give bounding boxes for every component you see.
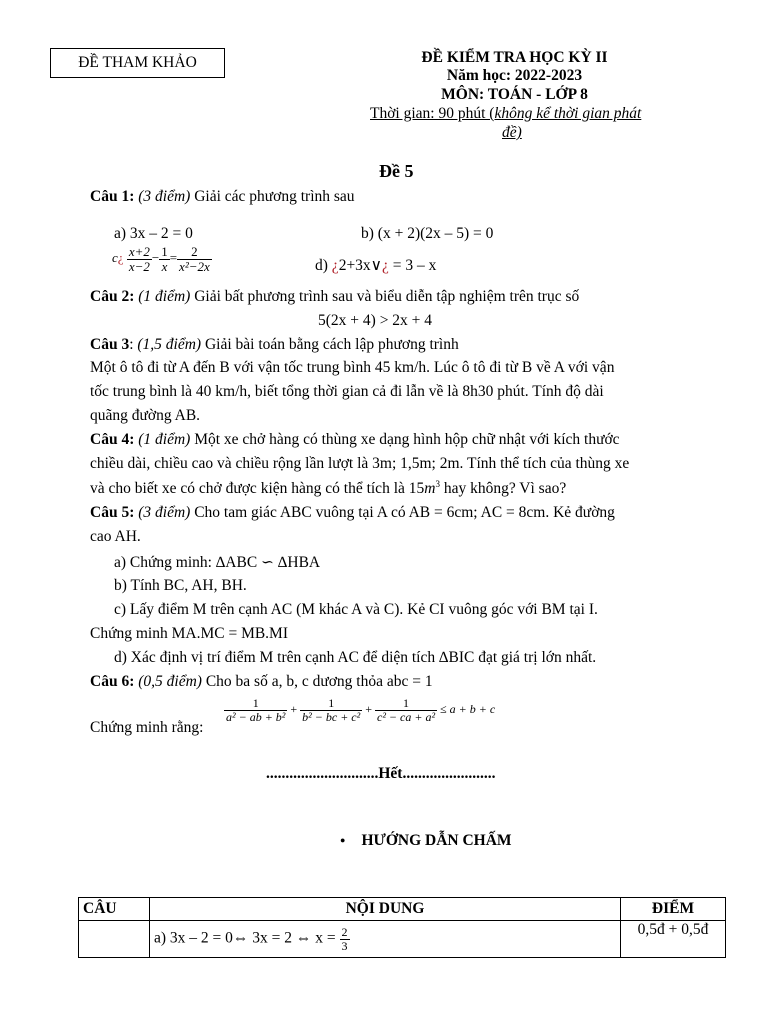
header-cau: CÂU (79, 898, 150, 921)
exam-number: Đề 5 (379, 161, 414, 181)
row1-equiv-arrow-2: ⇔ (295, 929, 312, 947)
q6-f1-num: 1 (252, 696, 259, 710)
grading-guide-title-text: HƯỚNG DẪN CHẤM (361, 832, 512, 849)
q1-heading (90, 188, 355, 206)
grading-table (78, 897, 726, 958)
time-prefix: Thời gian: 90 phút ( (370, 105, 495, 122)
q1d-garble-2: ¿ (382, 257, 389, 274)
q4-unit-exponent: 3 (435, 479, 440, 489)
q3-line-1: Một ô tô đi từ A đến B với vận tốc trung bình 45 km/h. Lúc ô tô đi từ B về A với vận (90, 359, 615, 376)
header-diem: ĐIỂM (621, 898, 726, 921)
q6-prove-label: Chứng minh rằng: (90, 719, 204, 736)
q3-line-2: tốc trung bình là 40 km/h, biết tổng thời gian cả đi lẫn về là 8h30 phút. Tính độ dài (90, 383, 604, 400)
q1c-f3-den: x²−2x (179, 258, 210, 274)
school-year: Năm học: 2022-2023 (446, 67, 583, 84)
q1d-garble-1: ¿ (331, 257, 339, 274)
subject-line: MÔN: TOÁN - LỚP 8 (441, 86, 588, 103)
q6-text: Cho ba số a, b, c dương thỏa abc = 1 (205, 673, 433, 690)
row1-num: 2 (341, 924, 348, 939)
q1d-mid: 2+3x∨ (338, 257, 383, 274)
q3-line-3: quãng đường AB. (90, 407, 201, 424)
q1-part-b: b) (x + 2)(2x – 5) = 0 (361, 225, 494, 242)
q1c-minus: − (151, 250, 160, 266)
header-noi-dung: NỘI DUNG (150, 898, 621, 921)
q4-line-1: Một xe chở hàng có thùng xe dạng hình hộp chữ nhật với kích thước (194, 431, 620, 448)
q1c-prefix: c (112, 250, 118, 266)
q5-line-1: Cho tam giác ABC vuông tại A có AB = 6cm; AC = 8cm. Kẻ đường (194, 504, 615, 521)
q3-points: (1,5 điểm) (137, 336, 202, 353)
q5-label: Câu 5: (90, 504, 135, 521)
q1-part-d (315, 256, 436, 275)
row1-fraction (340, 926, 350, 952)
q5-part-d: d) Xác định vị trí điểm M trên cạnh AC để diện tích ∆BIC đạt giá trị lớn nhất. (114, 649, 597, 666)
row1-equiv-arrow: ⇔ (232, 929, 249, 947)
grading-table-header (79, 898, 726, 921)
q1-points: (3 điểm) (138, 188, 191, 205)
reference-exam-label: ĐỀ THAM KHẢO (50, 48, 225, 78)
q1-part-c (112, 245, 212, 273)
time-line (370, 105, 641, 123)
q2-heading (90, 288, 579, 306)
grading-guide-title (340, 832, 512, 850)
row1-den: 3 (341, 938, 348, 953)
q3-text: Giải bài toán bằng cách lập phương trình (204, 336, 459, 353)
q6-heading (90, 673, 433, 691)
q1c-f1-num: x+2 (128, 244, 150, 259)
row1-points: 0,5đ + 0,5đ (621, 921, 726, 958)
q4-line-3b: hay không? Vì sao? (439, 480, 567, 498)
q5-part-c-line-1: c) Lấy điểm M trên cạnh AC (M khác A và C). Kẻ CI vuông góc với BM tại I. (114, 601, 598, 618)
q1c-fraction-3 (177, 245, 212, 273)
q4-line-3a: và cho biết xe có chở được kiện hàng có thể tích là 15 (90, 480, 425, 498)
end-line: .............................Hết........................ (266, 765, 496, 782)
q5-part-a: a) Chứng minh: ∆ABC ∽ ∆HBA (114, 554, 321, 571)
q1c-fraction-2 (159, 245, 170, 273)
q6-label: Câu 6: (90, 673, 135, 690)
q4-line-2: chiều dài, chiều cao và chiều rộng lần lượt là 3m; 1,5m; 2m. Tính thể tích của thùng xe (90, 455, 630, 472)
q1c-f3-num: 2 (191, 244, 198, 259)
q1c-f1-den: x−2 (128, 258, 150, 274)
q1d-rest: = 3 – x (392, 257, 437, 274)
q2-points: (1 điểm) (138, 288, 191, 305)
row1-x: x = (315, 929, 336, 947)
q1c-equals: = (169, 250, 178, 266)
q6-fraction-1 (224, 697, 287, 723)
row1-mid: 3x = 2 (252, 929, 293, 947)
row1-cau (79, 921, 150, 958)
q1-part-a: a) 3x – 2 = 0 (114, 225, 193, 242)
q1c-f2-den: x (159, 259, 170, 274)
q5-part-c-line-2: Chứng minh MA.MC = MB.MI (90, 625, 289, 642)
q4-points: (1 điểm) (138, 431, 191, 448)
q1-label: Câu 1: (90, 188, 135, 205)
q1c-f2-num: 1 (161, 244, 168, 259)
table-row (79, 921, 726, 958)
q6-f3-num: 1 (403, 696, 410, 710)
q6-plus-1: + (290, 701, 298, 716)
q1c-garble: ¿ (117, 250, 124, 266)
q6-plus-2: + (365, 701, 372, 716)
q6-fraction-3 (375, 697, 437, 723)
q2-expression: 5(2x + 4) > 2x + 4 (318, 312, 433, 329)
q1d-prefix: d) (315, 257, 328, 274)
q3-label: Câu 3 (90, 336, 130, 353)
q4-unit: m (424, 480, 436, 498)
q5-points: (3 điểm) (138, 504, 191, 521)
q6-points: (0,5 điểm) (138, 673, 202, 690)
q4-heading (90, 431, 620, 449)
q4-label: Câu 4: (90, 431, 135, 448)
q4-line-3 (90, 479, 566, 498)
time-note-line2: đề) (502, 124, 522, 141)
q5-line-2: cao AH. (90, 528, 141, 545)
q3-colon: : (129, 336, 134, 353)
q5-part-b: b) Tính BC, AH, BH. (114, 577, 247, 594)
q6-f1-den: a² − ab + b² (226, 709, 286, 724)
q2-label: Câu 2: (90, 288, 135, 305)
q6-f3-den: c² − ca + a² (377, 709, 436, 724)
q6-f2-num: 1 (328, 696, 335, 710)
q6-f2-den: b² − bc + c² (302, 709, 361, 724)
q1-text: Giải các phương trình sau (194, 188, 355, 205)
q6-inequality (224, 697, 495, 723)
time-note-italic: không kể thời gian phát (494, 105, 642, 122)
exam-title: ĐỀ KIỂM TRA HỌC KỲ II (421, 49, 608, 66)
q6-rhs: ≤ a + b + c (440, 701, 496, 716)
q1c-fraction-1 (127, 245, 152, 273)
row1-eq: a) 3x – 2 = 0 (154, 929, 233, 947)
row1-content (150, 921, 621, 958)
q5-heading (90, 504, 615, 522)
q3-heading (90, 336, 459, 354)
q2-text: Giải bất phương trình sau và biểu diễn tập nghiệm trên trục số (194, 288, 580, 305)
q6-fraction-2 (300, 697, 362, 723)
